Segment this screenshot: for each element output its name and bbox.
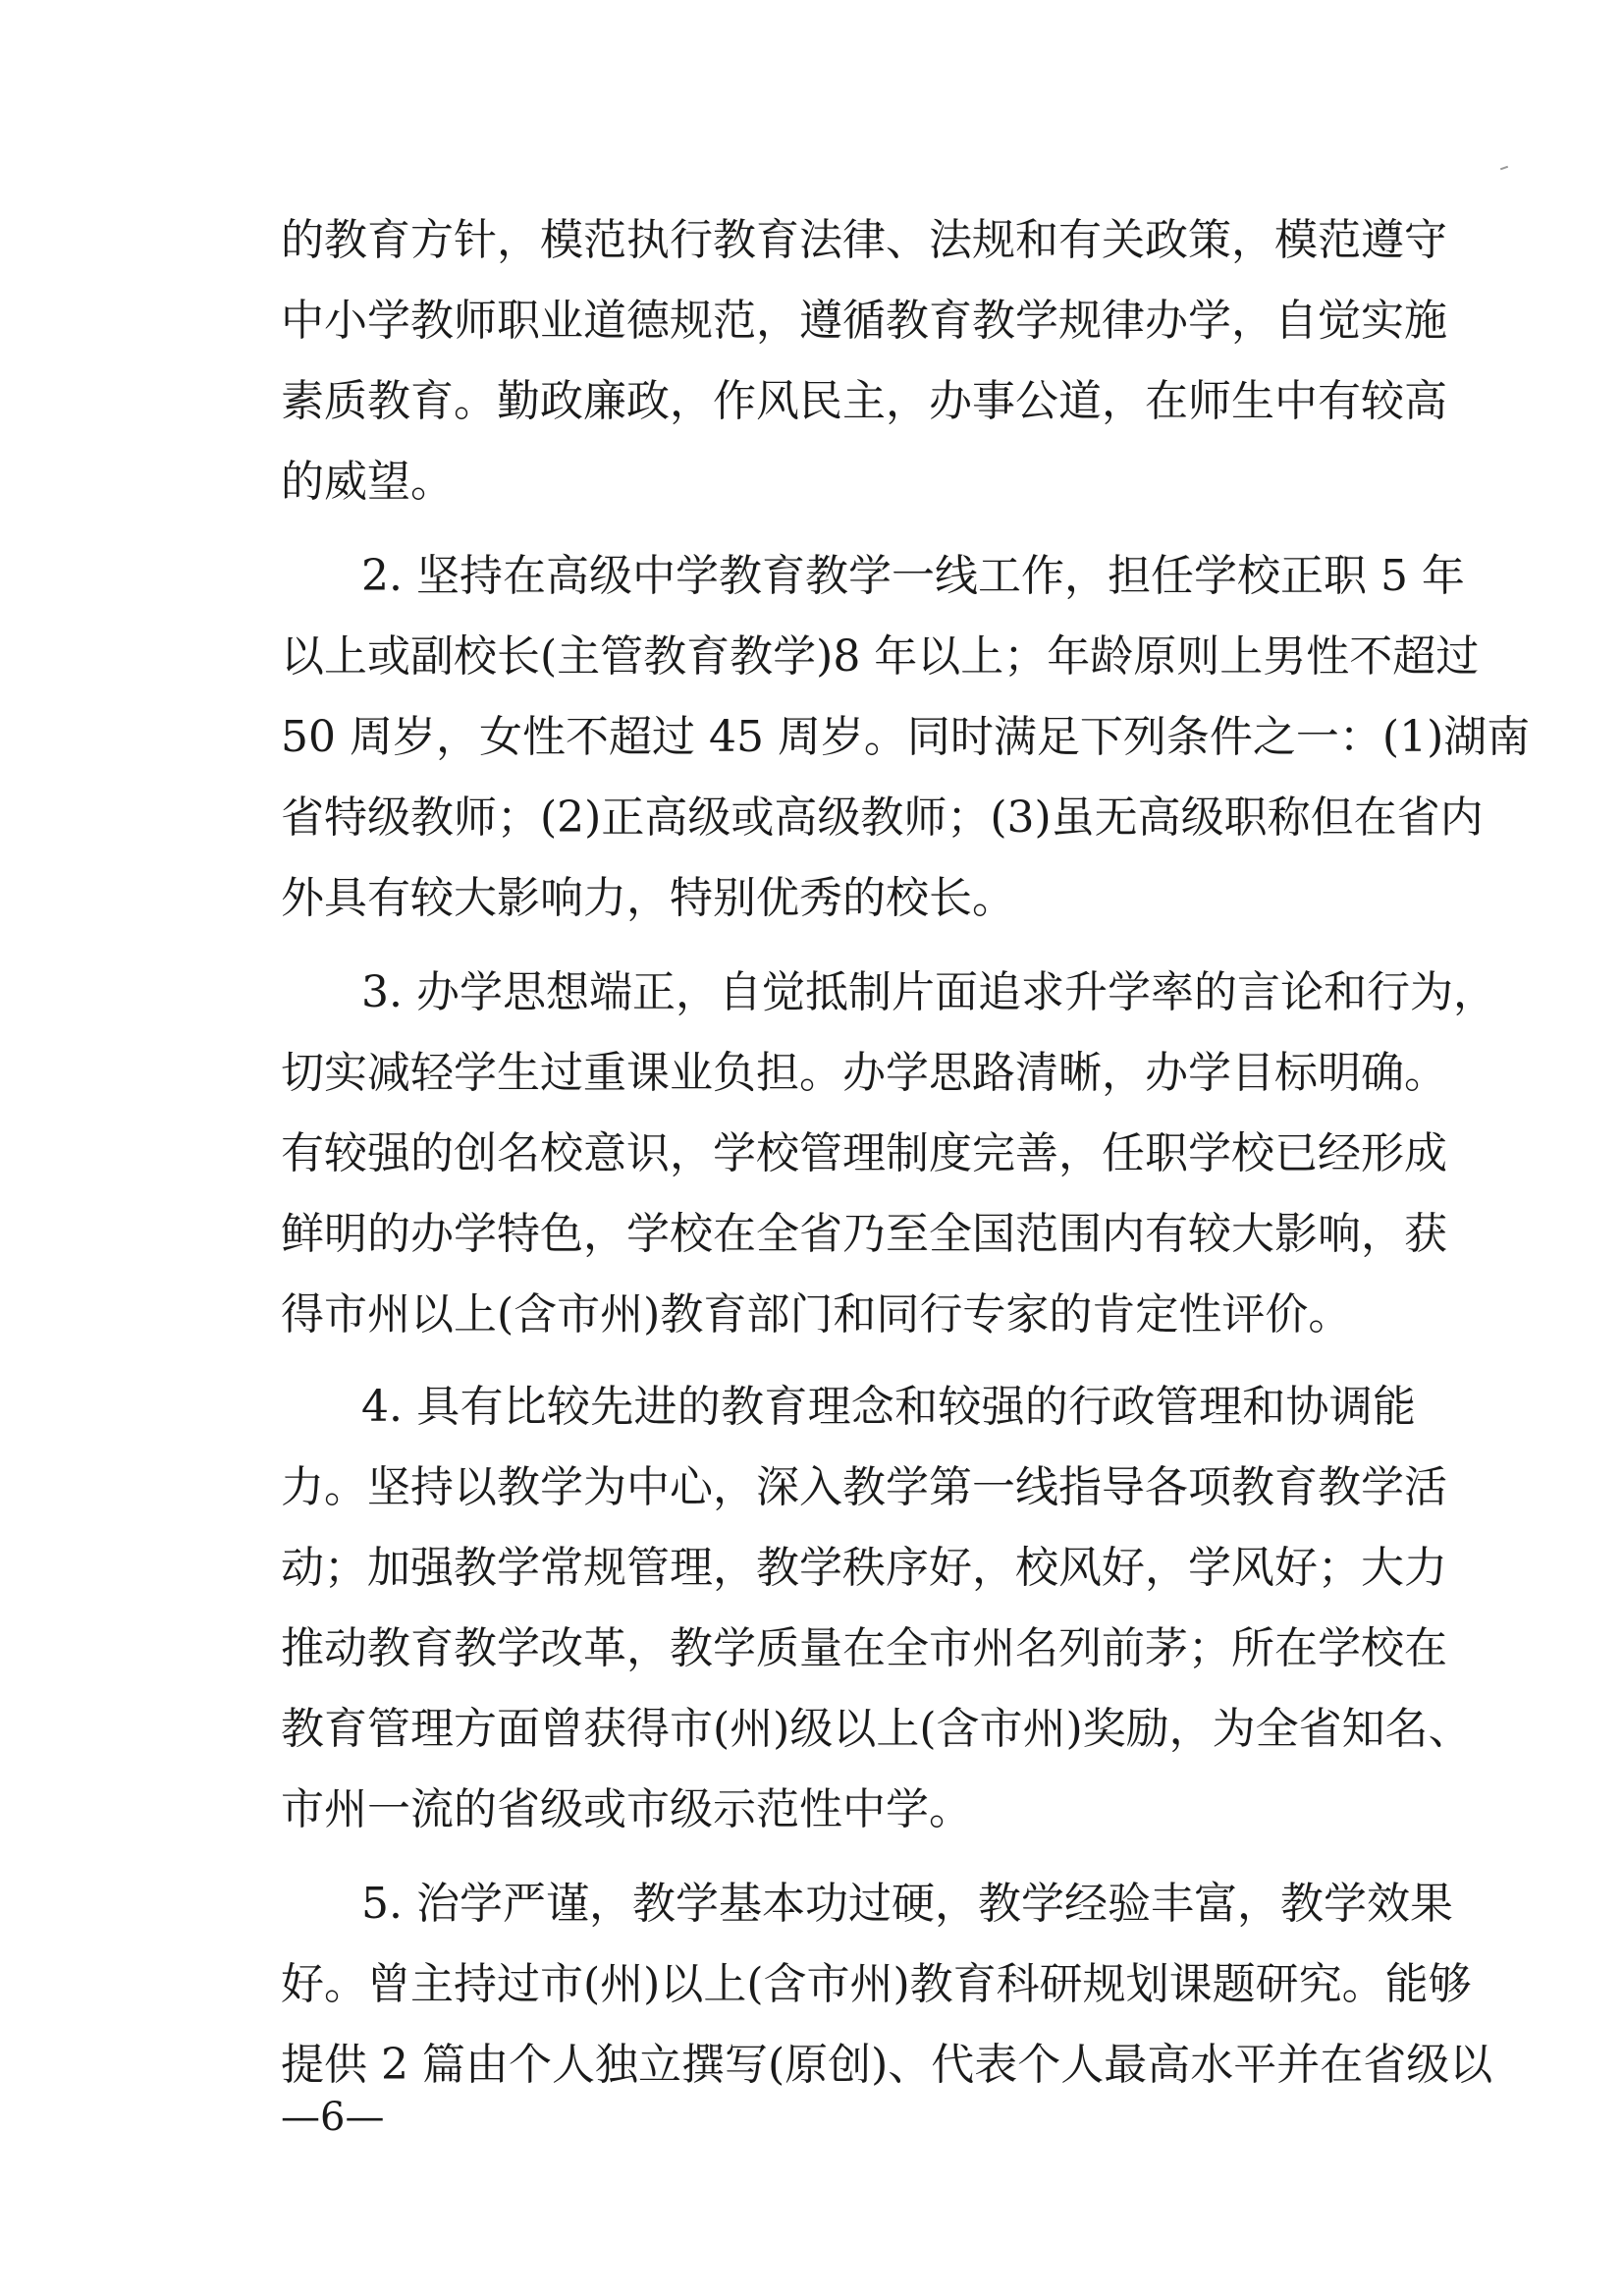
paragraph-4-line-1: 4. 具有比较先进的教育理念和较强的行政管理和协调能 [361, 1382, 1416, 1432]
paragraph-2-line-1: 2. 坚持在高级中学教育教学一线工作，担任学校正职 5 年 [361, 551, 1465, 601]
paragraph-5-line-2: 好。曾主持过市(州)以上(含市州)教育科研规划课题研究。能够 [281, 1959, 1472, 2009]
paragraph-4-line-3: 动；加强教学常规管理，教学秩序好，校风好，学风好；大力 [281, 1543, 1447, 1593]
paragraph-3-line-3: 有较强的创名校意识，学校管理制度完善，任职学校已经形成 [281, 1128, 1447, 1178]
body-line-2: 中小学教师职业道德规范，遵循教育教学规律办学，自觉实施 [281, 296, 1447, 346]
paragraph-5-line-1: 5. 治学严谨，教学基本功过硬，教学经验丰富，教学效果 [361, 1879, 1453, 1929]
paragraph-4-line-5: 教育管理方面曾获得市(州)级以上(含市州)奖励，为全省知名、 [281, 1704, 1472, 1754]
paragraph-3-line-5: 得市州以上(含市州)教育部门和同行专家的肯定性评价。 [281, 1289, 1352, 1339]
body-line-3: 素质教育。勤政廉政，作风民主，办事公道，在师生中有较高 [281, 376, 1447, 426]
paragraph-3-line-2: 切实减轻学生过重课业负担。办学思路清晰，办学目标明确。 [281, 1048, 1447, 1098]
body-line-1: 的教育方针，模范执行教育法律、法规和有关政策，模范遵守 [281, 215, 1447, 265]
paragraph-3-line-4: 鲜明的办学特色，学校在全省乃至全国范围内有较大影响，获 [281, 1209, 1447, 1259]
body-line-4: 的威望。 [281, 457, 454, 507]
paragraph-4-line-2: 力。坚持以教学为中心，深入教学第一线指导各项教育教学活 [281, 1462, 1447, 1512]
page-number: —6— [281, 2095, 385, 2140]
paragraph-4-line-6: 市州一流的省级或市级示范性中学。 [281, 1784, 972, 1834]
paragraph-5-line-3: 提供 2 篇由个人独立撰写(原创)、代表个人最高水平并在省级以 [281, 2040, 1493, 2090]
paragraph-3-line-1: 3. 办学思想端正，自觉抵制片面追求升学率的言论和行为， [361, 967, 1496, 1017]
paragraph-4-line-4: 推动教育教学改革，教学质量在全市州名列前茅；所在学校在 [281, 1623, 1447, 1673]
scan-speck [1500, 166, 1508, 171]
paragraph-2-line-4: 省特级教师；(2)正高级或高级教师；(3)虽无高级职称但在省内 [281, 793, 1484, 843]
paragraph-2-line-2: 以上或副校长(主管教育教学)8 年以上；年龄原则上男性不超过 [281, 631, 1480, 682]
paragraph-2-line-5: 外具有较大影响力，特别优秀的校长。 [281, 873, 1015, 923]
paragraph-2-line-3: 50 周岁，女性不超过 45 周岁。同时满足下列条件之一：(1)湖南 [281, 712, 1531, 762]
